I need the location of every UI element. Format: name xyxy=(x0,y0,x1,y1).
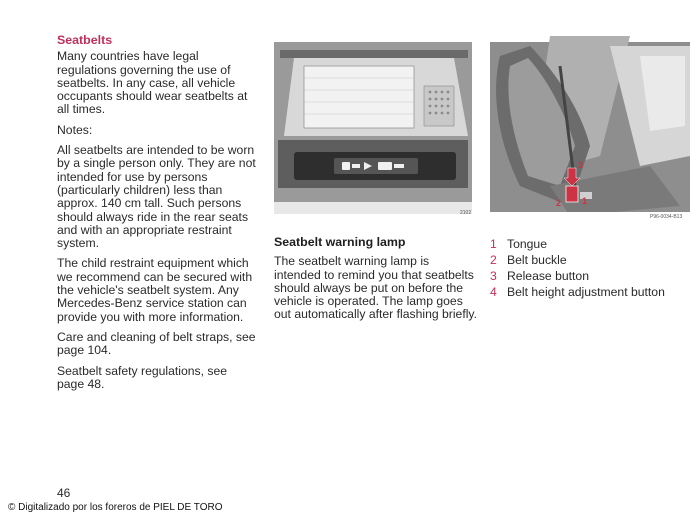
seatbelt-components-illustration xyxy=(490,36,690,220)
seatbelt-components-figure xyxy=(490,36,690,220)
legend-item xyxy=(490,268,690,284)
legend-item xyxy=(490,236,690,252)
seatbelts-section xyxy=(57,34,257,398)
note-single-person: All seatbelts are intended to be worn by a single person only. They are not intended for use by persons (particularly children) less than approx. 140 cm tall. Such persons should always ride in the rear seats and with an appropriate restraint system. xyxy=(57,143,256,251)
legend-label: Belt height adjustment button xyxy=(507,285,665,299)
legend-number: 2 xyxy=(490,253,497,267)
callout-3: 3 xyxy=(578,160,584,170)
legend-number: 3 xyxy=(490,269,497,283)
seatbelts-intro: Many countries have legal regulations governing the use of seatbelts. In any case, all vehicle occupants should wear seatbelts at all times. xyxy=(57,49,248,117)
warning-lamp-heading: Seatbelt warning lamp xyxy=(274,235,406,249)
instrument-cluster-illustration xyxy=(274,36,472,220)
callout-2: 2 xyxy=(556,198,562,208)
warning-lamp-text: The seatbelt warning lamp is intended to remind you that seatbelts should always be put on before the vehicle is operated. The lamp goes out automatically after flashing briefly. xyxy=(274,254,477,322)
note-care-cleaning: Care and cleaning of belt straps, see page 104. xyxy=(57,329,256,358)
legend-label: Release button xyxy=(507,269,589,283)
footer-credit: © Digitalizado por los foreros de PIEL DE TORO xyxy=(8,502,223,513)
instrument-cluster-figure xyxy=(274,36,472,220)
note-safety-regulations: Seatbelt safety regulations, see page 48. xyxy=(57,363,228,391)
callout-1: 1 xyxy=(582,196,588,206)
page-number: 46 xyxy=(57,486,71,500)
note-child-restraint: The child restraint equipment which we recommend can be secured with the vehicle's seatbelt system. Any Mercedes-Benz service station can provide you with more information. xyxy=(57,256,253,324)
warning-lamp-section xyxy=(274,236,479,329)
figure2-code: P96-0034-B13 xyxy=(650,214,683,220)
legend-number: 1 xyxy=(490,237,497,251)
legend-item xyxy=(490,252,690,268)
notes-label: Notes: xyxy=(57,122,93,137)
legend-label: Belt buckle xyxy=(507,253,567,267)
legend-number: 4 xyxy=(490,285,497,299)
legend-item xyxy=(490,284,690,300)
legend-label: Tongue xyxy=(507,237,547,251)
seatbelts-heading: Seatbelts xyxy=(57,33,113,47)
legend xyxy=(490,236,690,300)
figure1-code: 2102 xyxy=(460,210,472,216)
